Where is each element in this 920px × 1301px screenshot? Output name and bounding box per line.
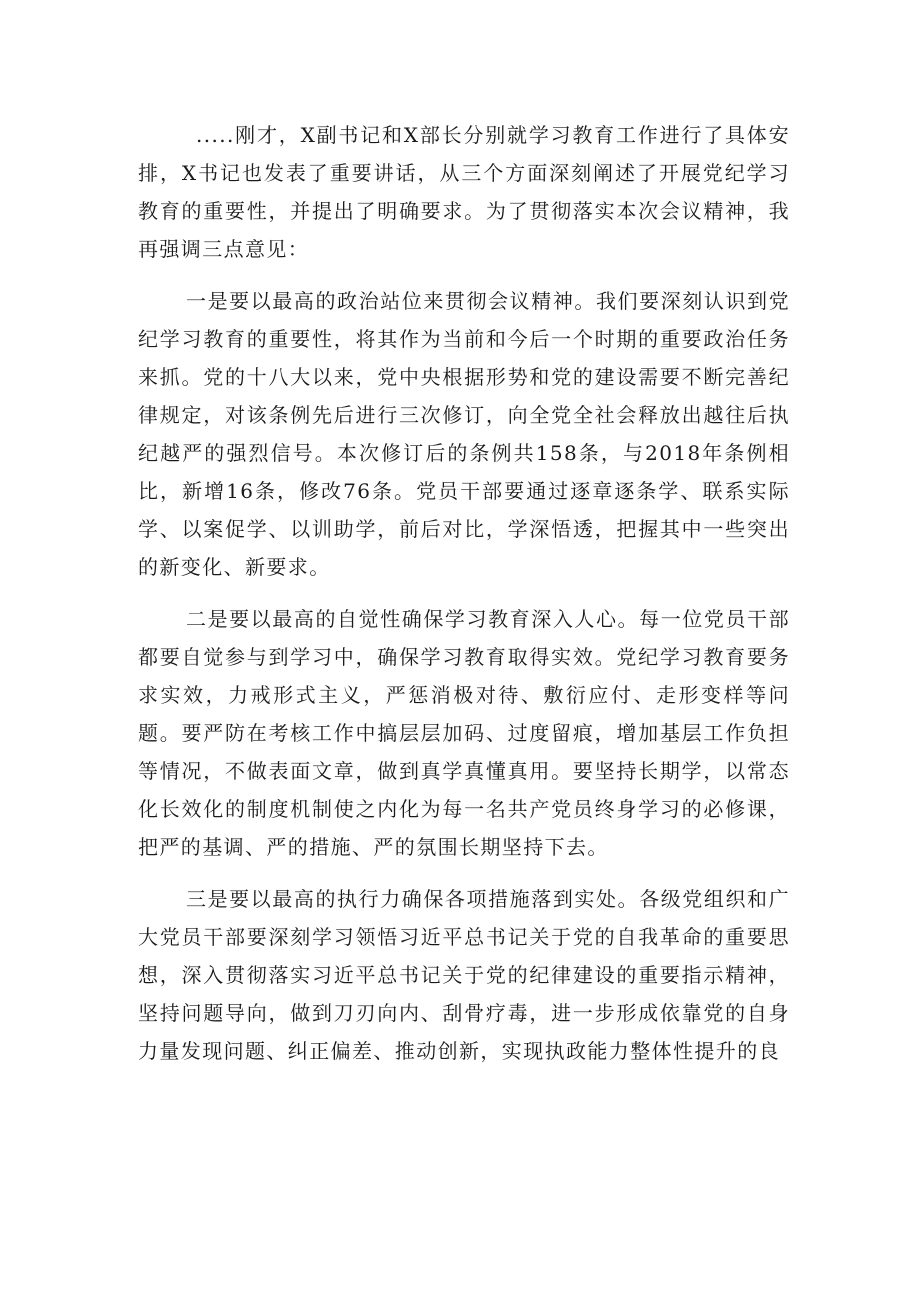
document-body <box>138 116 790 1070</box>
paragraph-intro: .....刚才，X副书记和X部长分别就学习教育工作进行了具体安排，X书记也发表了重要讲话，从三个方面深刻阐述了开展党纪学习教育的重要性，并提出了明确要求。为了贯彻落实本次会议精神，我再强调三点意见： <box>138 123 790 261</box>
paragraph-point-one: 一是要以最高的政治站位来贯彻会议精神。我们要深刻认识到党纪学习教育的重要性，将其作为当前和今后一个时期的重要政治任务来抓。党的十八大以来，党中央根据形势和党的建设需要不断完善纪律规定，对该条例先后进行三次修订，向全党全社会释放出越往后执纪越严的强烈信号。本次修订后的条例共158条，与2018年条例相比，新增16条，修改76条。党员干部要通过逐章逐条学、联系实际学、以案促学、以训助学，前后对比，学深悟透，把握其中一些突出的新变化、新要求。 <box>138 289 790 579</box>
paragraph-point-two: 二是要以最高的自觉性确保学习教育深入人心。每一位党员干部都要自觉参与到学习中，确保学习教育取得实效。党纪学习教育要务求实效，力戒形式主义，严惩消极对待、敷衍应付、走形变样等问题。要严防在考核工作中搞层层加码、过度留痕，增加基层工作负担等情况，不做表面文章，做到真学真懂真用。要坚持长期学，以常态化长效化的制度机制使之内化为每一名共产党员终身学习的必修课，把严的基调、严的措施、严的氛围长期坚持下去。 <box>138 607 790 859</box>
paragraph-point-three: 三是要以最高的执行力确保各项措施落到实处。各级党组织和广大党员干部要深刻学习领悟习近平总书记关于党的自我革命的重要思想，深入贯彻落实习近平总书记关于党的纪律建设的重要指示精神，坚持问题导向，做到刀刃向内、刮骨疗毒，进一步形成依靠党的自身力量发现问题、纠正偏差、推动创新，实现执政能力整体性提升的良 <box>138 887 790 1063</box>
